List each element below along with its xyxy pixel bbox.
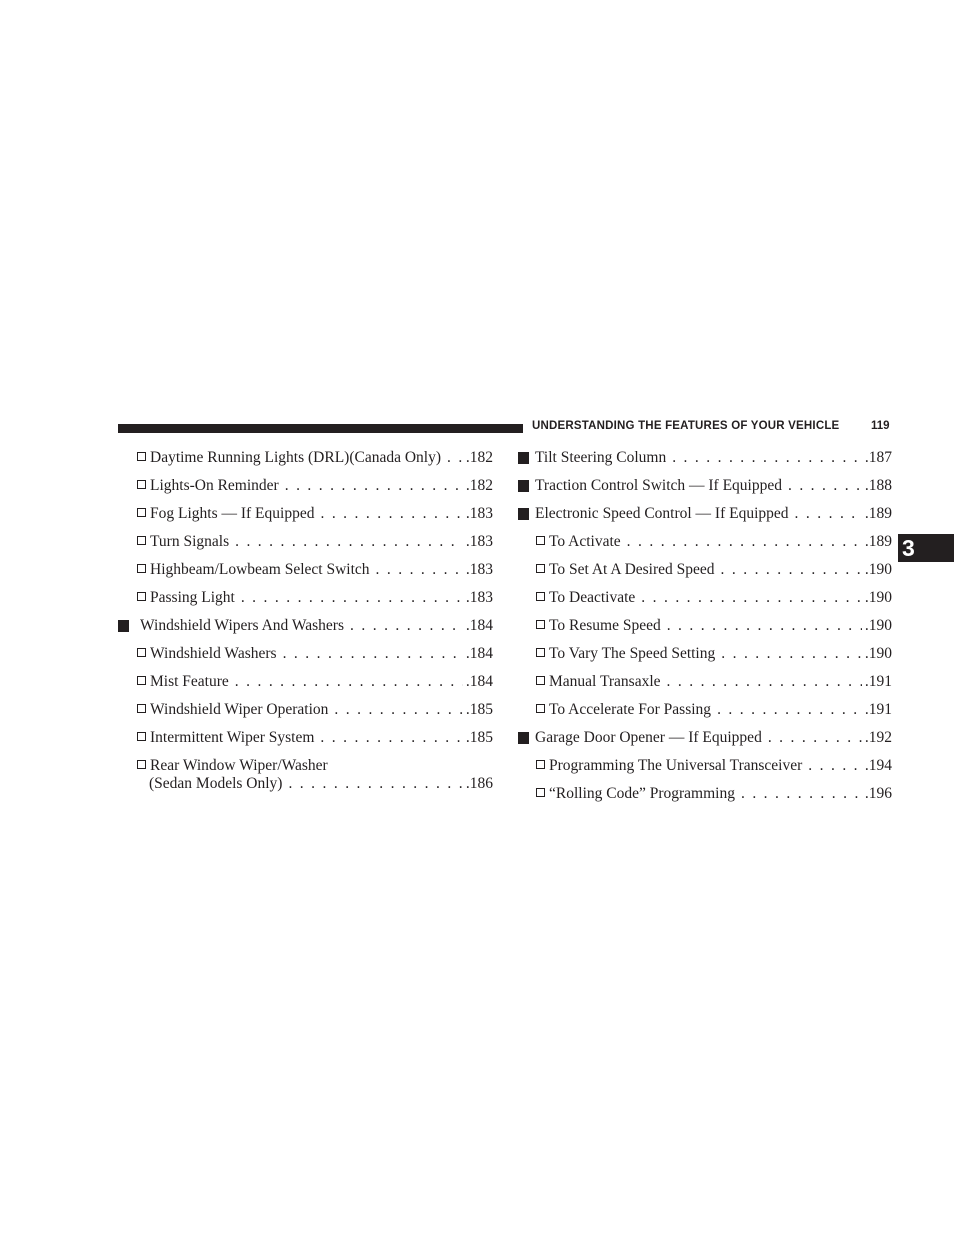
toc-entry-label: Intermittent Wiper System xyxy=(150,729,315,746)
toc-entry-page: .188 xyxy=(864,477,892,494)
toc-entry-label: “Rolling Code” Programming xyxy=(549,785,735,802)
dot-leader xyxy=(741,785,862,803)
square-bullet-icon xyxy=(518,452,529,464)
dot-leader xyxy=(667,673,862,691)
toc-section-entry[interactable] xyxy=(518,477,892,505)
toc-entry-label: To Vary The Speed Setting xyxy=(549,645,716,662)
hollow-square-bullet-icon xyxy=(137,452,146,461)
toc-subsection-entry[interactable] xyxy=(518,617,892,645)
toc-entry-label: Windshield Wiper Operation xyxy=(150,701,329,718)
hollow-square-bullet-icon xyxy=(536,676,545,685)
toc-entry-label: Windshield Washers xyxy=(150,645,277,662)
toc-entry-page: .183 xyxy=(465,589,493,606)
toc-entry-label: Turn Signals xyxy=(150,533,230,550)
toc-entry-label: Daytime Running Lights (DRL)(Canada Only) xyxy=(150,449,442,466)
hollow-square-bullet-icon xyxy=(137,732,146,741)
toc-left-column xyxy=(118,449,493,803)
hollow-square-bullet-icon xyxy=(137,704,146,713)
toc-entry-label: To Accelerate For Passing xyxy=(549,701,712,718)
dot-leader xyxy=(241,589,463,607)
toc-subsection-entry[interactable] xyxy=(118,449,493,477)
toc-entry-page: .183 xyxy=(465,505,493,522)
toc-entry-label: To Set At A Desired Speed xyxy=(549,561,715,578)
dot-leader xyxy=(288,775,462,793)
toc-entry-label: Tilt Steering Column xyxy=(535,449,667,466)
hollow-square-bullet-icon xyxy=(137,508,146,517)
toc-section-entry[interactable] xyxy=(118,617,493,645)
dot-leader xyxy=(672,449,862,467)
dot-leader xyxy=(667,617,862,635)
toc-entry-label: Highbeam/Lowbeam Select Switch xyxy=(150,561,370,578)
toc-entry-page: .182 xyxy=(465,477,493,494)
toc-subsection-entry[interactable] xyxy=(518,701,892,729)
dot-leader xyxy=(285,477,463,495)
toc-entry-page: .185 xyxy=(465,701,493,718)
dot-leader xyxy=(235,533,463,551)
dot-leader xyxy=(376,561,463,579)
toc-entry-label: Windshield Wipers And Washers xyxy=(140,617,345,634)
toc-entry-label: Manual Transaxle xyxy=(549,673,661,690)
toc-subsection-entry[interactable] xyxy=(518,785,892,813)
square-bullet-icon xyxy=(518,732,529,744)
toc-entry-label: To Resume Speed xyxy=(549,617,661,634)
toc-entry-page: .187 xyxy=(864,449,892,466)
dot-leader xyxy=(808,757,862,775)
toc-entry-page: .185 xyxy=(465,729,493,746)
hollow-square-bullet-icon xyxy=(536,564,545,573)
toc-entry-label: Lights-On Reminder xyxy=(150,477,279,494)
hollow-square-bullet-icon xyxy=(536,592,545,601)
toc-entry-label: (Sedan Models Only) xyxy=(149,775,283,792)
dot-leader xyxy=(721,645,862,663)
dot-leader xyxy=(788,477,862,495)
toc-entry-page: .189 xyxy=(864,533,892,550)
toc-subsection-entry[interactable] xyxy=(118,729,493,757)
toc-entry-page: .190 xyxy=(864,617,892,634)
toc-subsection-entry[interactable] xyxy=(518,757,892,785)
chapter-tab[interactable]: 3 xyxy=(898,534,954,562)
toc-entry-label: To Activate xyxy=(549,533,621,550)
toc-entry-page: .191 xyxy=(864,673,892,690)
toc-subsection-entry[interactable] xyxy=(118,561,493,589)
dot-leader xyxy=(795,505,862,523)
toc-entry-label: Garage Door Opener — If Equipped xyxy=(535,729,762,746)
hollow-square-bullet-icon xyxy=(137,676,146,685)
toc-subsection-entry[interactable] xyxy=(118,645,493,673)
toc-entry-page: .194 xyxy=(864,757,892,774)
running-header-title: UNDERSTANDING THE FEATURES OF YOUR VEHICLE xyxy=(532,420,840,432)
dot-leader xyxy=(768,729,862,747)
dot-leader xyxy=(235,673,463,691)
dot-leader xyxy=(283,645,463,663)
toc-entry-page: .184 xyxy=(465,617,493,634)
hollow-square-bullet-icon xyxy=(536,648,545,657)
toc-entry-label: Fog Lights — If Equipped xyxy=(150,505,315,522)
toc-entry-page: .183 xyxy=(465,533,493,550)
toc-entry-page: .190 xyxy=(864,589,892,606)
dot-leader xyxy=(447,449,463,467)
dot-leader xyxy=(721,561,862,579)
dot-leader xyxy=(350,617,463,635)
toc-entry-label: Mist Feature xyxy=(150,673,229,690)
toc-entry-page: .191 xyxy=(864,701,892,718)
toc-entry-page: .182 xyxy=(465,449,493,466)
hollow-square-bullet-icon xyxy=(137,480,146,489)
hollow-square-bullet-icon xyxy=(137,648,146,657)
hollow-square-bullet-icon xyxy=(536,704,545,713)
toc-entry-label: To Deactivate xyxy=(549,589,636,606)
square-bullet-icon xyxy=(518,480,529,492)
toc-section-entry[interactable] xyxy=(518,729,892,757)
toc-right-column xyxy=(518,449,892,813)
toc-entry-page: .196 xyxy=(864,785,892,802)
toc-subsection-entry[interactable] xyxy=(118,673,493,701)
toc-subsection-entry[interactable] xyxy=(518,561,892,589)
hollow-square-bullet-icon xyxy=(137,760,146,769)
dot-leader xyxy=(320,729,462,747)
toc-subsection-entry[interactable] xyxy=(118,505,493,533)
hollow-square-bullet-icon xyxy=(536,760,545,769)
hollow-square-bullet-icon xyxy=(137,536,146,545)
square-bullet-icon xyxy=(118,620,129,632)
toc-subsection-entry[interactable] xyxy=(518,645,892,673)
toc-entry-page: .192 xyxy=(864,729,892,746)
dot-leader xyxy=(717,701,862,719)
toc-subsection-entry[interactable] xyxy=(518,673,892,701)
dot-leader xyxy=(334,701,462,719)
toc-subsection-entry[interactable] xyxy=(518,533,892,561)
toc-entry-page: .190 xyxy=(864,561,892,578)
toc-entry-page: .184 xyxy=(465,645,493,662)
toc-subsection-entry[interactable] xyxy=(118,757,493,793)
hollow-square-bullet-icon xyxy=(536,788,545,797)
toc-section-entry[interactable] xyxy=(518,505,892,533)
hollow-square-bullet-icon xyxy=(137,592,146,601)
toc-section-entry[interactable] xyxy=(518,449,892,477)
toc-subsection-entry[interactable] xyxy=(118,589,493,617)
hollow-square-bullet-icon xyxy=(137,564,146,573)
toc-entry-label: Programming The Universal Transceiver xyxy=(549,757,803,774)
toc-subsection-entry[interactable] xyxy=(118,533,493,561)
page-number: 119 xyxy=(871,420,890,432)
toc-subsection-entry[interactable] xyxy=(118,701,493,729)
toc-entry-label: Electronic Speed Control — If Equipped xyxy=(535,505,789,522)
hollow-square-bullet-icon xyxy=(536,536,545,545)
toc-entry-page: .190 xyxy=(864,645,892,662)
dot-leader xyxy=(320,505,462,523)
hollow-square-bullet-icon xyxy=(536,620,545,629)
toc-entry-page: .186 xyxy=(465,775,493,792)
toc-subsection-entry[interactable] xyxy=(118,477,493,505)
toc-subsection-entry[interactable] xyxy=(518,589,892,617)
square-bullet-icon xyxy=(518,508,529,520)
toc-entry-label: Rear Window Wiper/Washer xyxy=(150,757,328,774)
dot-leader xyxy=(627,533,862,551)
toc-entry-page: .184 xyxy=(465,673,493,690)
toc-entry-page: .183 xyxy=(465,561,493,578)
dot-leader xyxy=(641,589,862,607)
toc-entry-label: Passing Light xyxy=(150,589,235,606)
toc-entry-page: .189 xyxy=(864,505,892,522)
header-rule xyxy=(118,424,523,433)
toc-entry-label: Traction Control Switch — If Equipped xyxy=(535,477,782,494)
